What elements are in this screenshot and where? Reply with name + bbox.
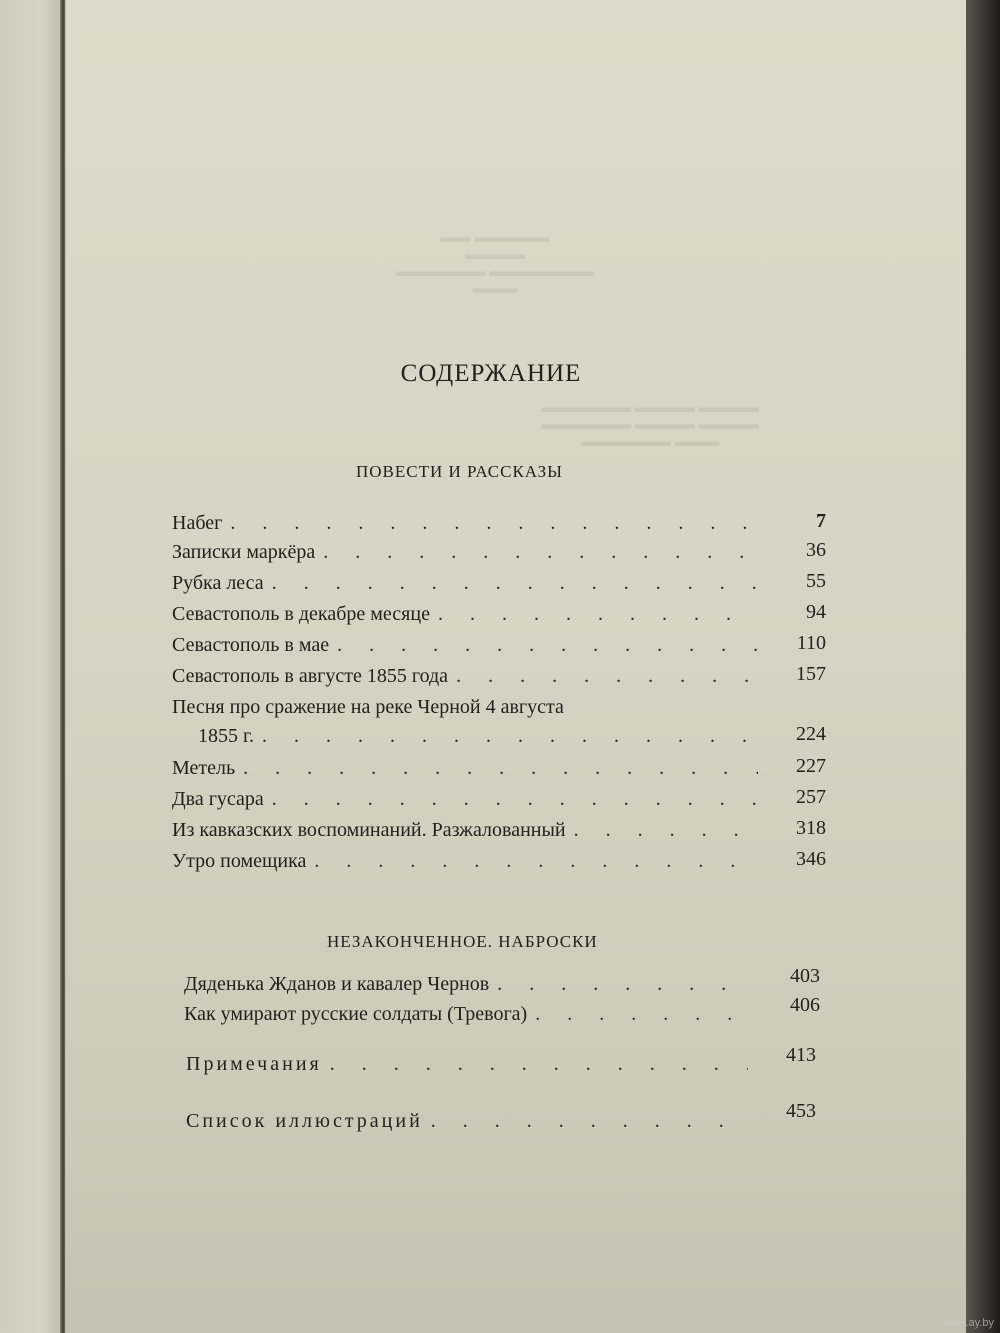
toc-entry-title: Список иллюстраций bbox=[186, 1110, 423, 1132]
toc-entry-title: Утро помещика bbox=[172, 850, 307, 872]
toc-page-number: 36 bbox=[806, 539, 826, 561]
dot-leader bbox=[574, 819, 758, 842]
toc-page-number: 403 bbox=[790, 965, 820, 987]
toc-entry[interactable] bbox=[172, 819, 766, 849]
toc-entry[interactable] bbox=[172, 634, 766, 664]
section-title-unfinished: НЕЗАКОНЧЕННОЕ. НАБРОСКИ bbox=[327, 932, 598, 951]
toc-page-number: 227 bbox=[796, 755, 826, 777]
toc-entry-title: Метель bbox=[172, 757, 236, 779]
toc-page-number: 7 bbox=[816, 510, 826, 532]
dot-leader bbox=[230, 512, 758, 535]
toc-entry[interactable] bbox=[172, 572, 766, 602]
toc-entry[interactable] bbox=[172, 541, 766, 571]
toc-page-number: 94 bbox=[806, 601, 826, 623]
toc-entry-title: Примечания bbox=[186, 1053, 322, 1075]
toc-entry-title: Дяденька Жданов и кавалер Чернов bbox=[184, 973, 490, 995]
toc-entry[interactable] bbox=[172, 757, 766, 787]
toc-entry[interactable] bbox=[172, 850, 766, 880]
toc-entry[interactable] bbox=[172, 603, 766, 633]
toc-entry[interactable] bbox=[172, 512, 766, 542]
toc-page-number: 224 bbox=[796, 723, 826, 745]
show-through-text: ▬▬▬▬▬▬ ▬▬▬▬ ▬▬▬▬ ▬▬▬▬▬▬ ▬▬▬▬ ▬▬▬▬ ▬▬▬▬▬▬ ▬▬▬ bbox=[541, 400, 759, 450]
toc-entry-title: Набег bbox=[172, 512, 223, 534]
dot-leader bbox=[262, 725, 758, 748]
dot-leader bbox=[456, 665, 758, 688]
toc-entry[interactable] bbox=[172, 665, 766, 695]
facing-page bbox=[0, 0, 66, 1333]
toc-entry-title: Песня про сражение на реке Черной 4 августа bbox=[172, 696, 564, 718]
toc-entry-continuation[interactable] bbox=[198, 725, 766, 755]
dot-leader bbox=[438, 603, 758, 626]
toc-page-number: 406 bbox=[790, 994, 820, 1016]
toc-entry-title: Как умирают русские солдаты (Тревога) bbox=[184, 1003, 528, 1025]
toc-page-number: 157 bbox=[796, 663, 826, 685]
toc-page-number: 110 bbox=[796, 632, 826, 654]
dot-leader bbox=[535, 1003, 752, 1026]
toc-entry-title: Рубка леса bbox=[172, 572, 264, 594]
toc-entry-title: Севастополь в декабре месяце bbox=[172, 603, 430, 625]
toc-entry[interactable] bbox=[172, 696, 766, 726]
toc-entry-title-continued: 1855 г. bbox=[198, 725, 254, 747]
dot-leader bbox=[272, 572, 758, 595]
dot-leader bbox=[272, 788, 758, 811]
toc-page-number: 55 bbox=[806, 570, 826, 592]
dot-leader bbox=[337, 634, 758, 657]
dot-leader bbox=[330, 1053, 748, 1076]
toc-page-number: 257 bbox=[796, 786, 826, 808]
section-title-stories: ПОВЕСТИ И РАССКАЗЫ bbox=[356, 462, 563, 481]
toc-entry-title: Севастополь в августе 1855 года bbox=[172, 665, 449, 687]
toc-entry-title: Записки маркёра bbox=[172, 541, 316, 563]
toc-entry-title: Из кавказских воспоминаний. Разжалованный bbox=[172, 819, 566, 841]
dot-leader bbox=[314, 850, 758, 873]
toc-entry-title: Севастополь в мае bbox=[172, 634, 330, 656]
book-spine bbox=[60, 0, 65, 1333]
contents-heading: СОДЕРЖАНИЕ bbox=[400, 360, 582, 387]
toc-entry-title: Два гусара bbox=[172, 788, 264, 810]
site-watermark: www.ay.by bbox=[942, 1317, 994, 1329]
dot-leader bbox=[431, 1110, 748, 1133]
toc-entry-notes[interactable] bbox=[186, 1053, 756, 1083]
toc-entry-illustrations[interactable] bbox=[186, 1110, 756, 1140]
toc-page-number: 318 bbox=[796, 817, 826, 839]
show-through-text: ▬▬ ▬▬▬▬▬ ▬▬▬▬ ▬▬▬▬▬▬ ▬▬▬▬▬▬▬ ▬▬▬ bbox=[395, 230, 595, 297]
dot-leader bbox=[497, 973, 752, 996]
toc-entry[interactable] bbox=[184, 973, 760, 1003]
dot-leader bbox=[323, 541, 758, 564]
page-edge-shadow bbox=[966, 0, 1000, 1333]
dot-leader bbox=[243, 757, 758, 780]
toc-page-number: 453 bbox=[786, 1100, 816, 1122]
toc-page-number: 346 bbox=[796, 848, 826, 870]
toc-entry[interactable] bbox=[172, 788, 766, 818]
toc-entry[interactable] bbox=[184, 1003, 760, 1033]
toc-page-number: 413 bbox=[786, 1044, 816, 1066]
